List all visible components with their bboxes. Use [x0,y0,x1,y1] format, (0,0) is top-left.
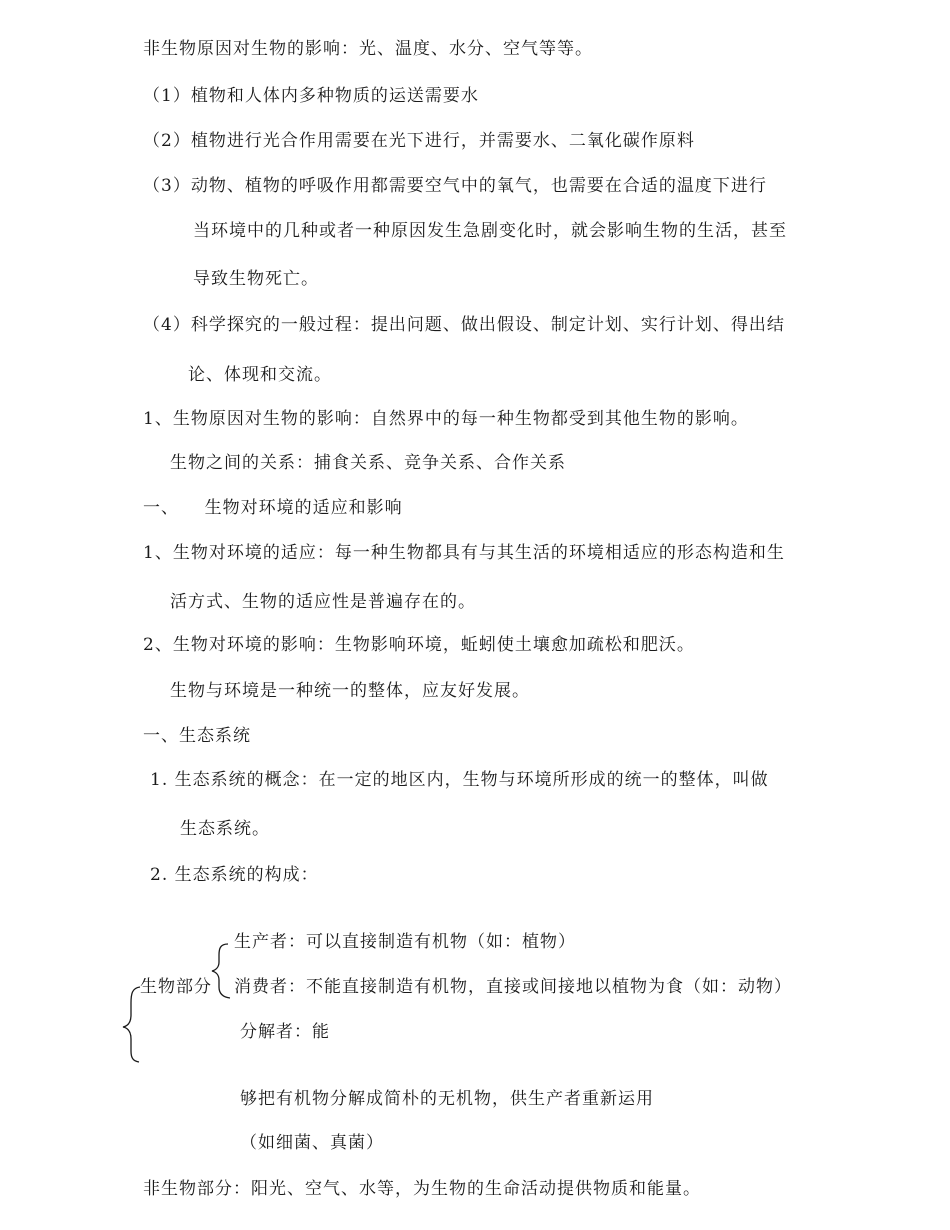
decomposer-continuation: 够把有机物分解成简朴的无机物，供生产者重新运用 [240,1089,654,1109]
text-line: 2、生物对环境的影响：生物影响环境，蚯蚓使土壤愈加疏松和肥沃。 [143,635,695,655]
text-line: 1. 生态系统的概念：在一定的地区内，生物与环境所形成的统一的整体，叫做 [150,770,769,790]
consumer-line: 消费者：不能直接制造有机物，直接或间接地以植物为食（如：动物） [234,977,792,997]
decomposer-line: 分解者：能 [240,1022,330,1042]
text-line: 生物与环境是一种统一的整体，应友好发展。 [170,681,530,701]
abiotic-line: 非生物部分：阳光、空气、水等，为生物的生命活动提供物质和能量。 [143,1179,701,1199]
text-line: 活方式、生物的适应性是普遍存在的。 [170,592,476,612]
text-line: （4）科学探究的一般过程：提出问题、做出假设、制定计划、实行计划、得出结 [143,315,785,335]
text-line: 导致生物死亡。 [193,269,319,289]
text-line: 2. 生态系统的构成： [150,865,319,885]
producer-line: 生产者：可以直接制造有机物（如：植物） [234,932,576,952]
section-heading: 一、生态系统 [143,726,251,746]
section-heading: 一、 生物对环境的适应和影响 [143,498,403,518]
text-line: 论、体现和交流。 [188,365,332,385]
text-line: 生物之间的关系：捕食关系、竞争关系、合作关系 [170,453,566,473]
text-line: 生态系统。 [180,819,270,839]
text-line: 1、生物对环境的适应：每一种生物都具有与其生活的环境相适应的形态构造和生 [143,543,785,563]
text-line: （3）动物、植物的呼吸作用都需要空气中的氧气，也需要在合适的温度下进行 [143,176,767,196]
text-line: （1）植物和人体内多种物质的运送需要水 [143,86,479,106]
small-brace [212,944,230,998]
text-line: 当环境中的几种或者一种原因发生急剧变化时，就会影响生物的生活，甚至 [193,221,787,241]
large-brace [123,987,140,1062]
text-line: （2）植物进行光合作用需要在光下进行，并需要水、二氧化碳作原料 [143,131,695,151]
text-line: 1、生物原因对生物的影响：自然界中的每一种生物都受到其他生物的影响。 [143,409,749,429]
text-line: 非生物原因对生物的影响：光、温度、水分、空气等等。 [143,39,593,59]
decomposer-example: （如细菌、真菌） [240,1133,384,1153]
biotic-label: 生物部分 [140,977,212,997]
